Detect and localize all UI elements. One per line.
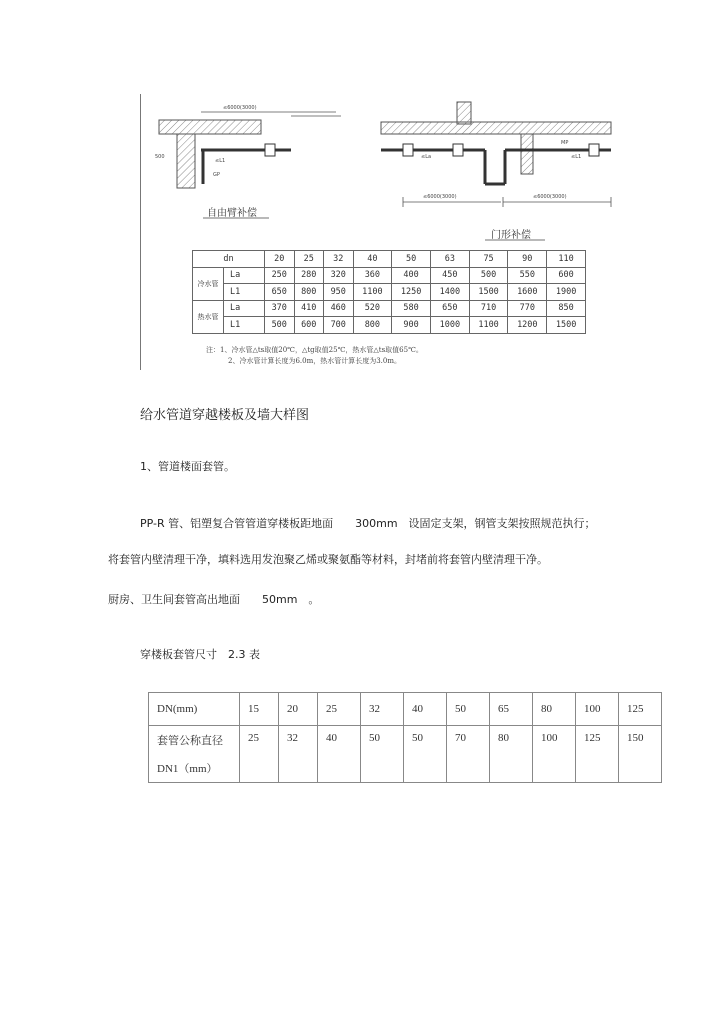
left-caption: 自由臂补偿 <box>207 208 257 219</box>
paragraph-3: 厨房、卫生间套管高出地面 50mm 。 <box>108 593 320 606</box>
table-row: L1 650 800 950 1100 1250 1400 1500 1600 1900 <box>193 284 586 301</box>
svg-text:≤6000(3000): ≤6000(3000) <box>533 194 567 200</box>
hot-label: 热水管 <box>193 300 224 333</box>
table-caption: 穿楼板套管尺寸 2.3 表 <box>140 648 260 661</box>
left-fitting <box>265 144 275 156</box>
header-label: dn <box>193 251 265 268</box>
svg-text:500: 500 <box>155 154 165 160</box>
svg-text:MP: MP <box>561 140 569 146</box>
left-wall <box>177 134 195 188</box>
section-title: 1、管道楼面套管。 <box>140 460 235 473</box>
svg-text:≤L1: ≤L1 <box>215 158 226 164</box>
compensation-table <box>192 250 586 334</box>
table-row: L1 500 600 700 800 900 1000 1100 1200 1500 <box>193 317 586 334</box>
svg-text:≤L1: ≤L1 <box>571 154 582 160</box>
dim-top-left: ≤6000(3000) <box>223 105 257 111</box>
page-heading: 给水管道穿越楼板及墙大样图 <box>140 408 310 423</box>
paragraph-1: PP-R 管、铝塑复合管管道穿楼板距地面 300mm 设固定支架，钢管支架按照规范执行； <box>140 517 596 530</box>
cold-label: 冷水管 <box>193 267 224 300</box>
figure-note-2: 2、冷水管计算长度为6.0m，热水管计算长度为3.0m。 <box>228 357 401 365</box>
table-row: 套管公称直径 DN1（mm） 25 32 40 50 50 70 80 100 125 150 <box>149 726 662 783</box>
right-slab <box>381 122 611 134</box>
table-row: 热水管 La 370 410 460 520 580 650 710 770 850 <box>193 300 586 317</box>
table-row: DN(mm) 15 20 25 32 40 50 65 80 100 125 <box>149 693 662 726</box>
dn-label: DN(mm) <box>149 693 240 726</box>
figure-note-1: 注：1、冷水管△ts取值20℃，△tg取值25℃，热水管△ts取值65℃。 <box>206 346 423 354</box>
paragraph-2: 将套管内壁清理干净，填料选用发泡聚乙烯或聚氨酯等材料，封堵前将套管内壁清理干净。 <box>108 553 548 566</box>
table-row: 冷水管 La 250 280 320 360 400 450 500 550 600 <box>193 267 586 284</box>
svg-text:≤6000(3000): ≤6000(3000) <box>423 194 457 200</box>
dn1-label: 套管公称直径 DN1（mm） <box>149 726 240 783</box>
sleeve-size-table <box>148 692 662 783</box>
left-slab <box>159 120 261 134</box>
svg-text:GP: GP <box>213 172 220 178</box>
svg-text:≤La: ≤La <box>421 154 432 160</box>
right-caption: 门形补偿 <box>491 230 531 241</box>
table-row: dn 20 25 32 40 50 63 75 90 110 <box>193 251 586 268</box>
